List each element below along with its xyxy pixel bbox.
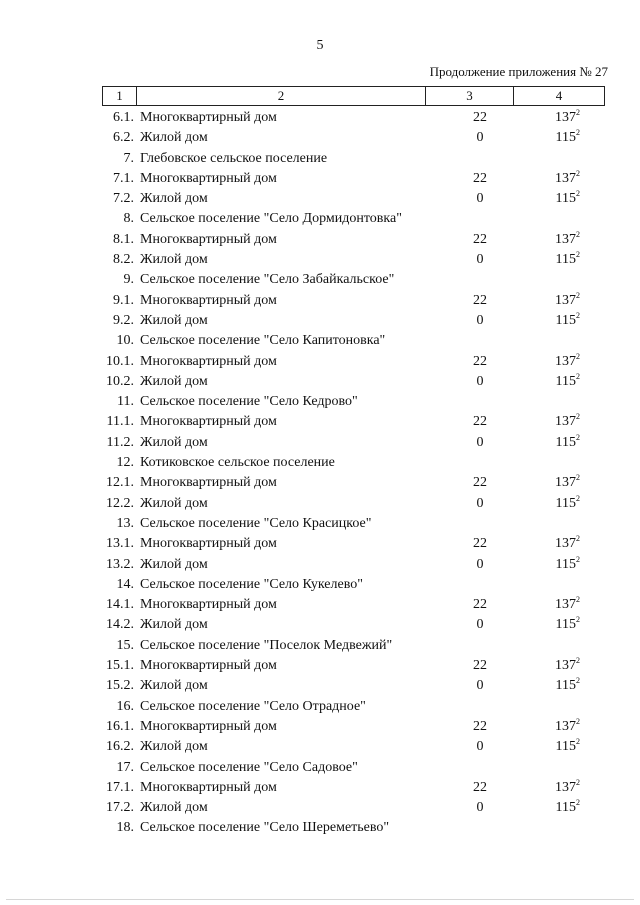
row-number: 12.2.: [106, 495, 134, 511]
row-number: 7.: [123, 150, 134, 166]
row-value-col4-superscript: 2: [576, 737, 580, 747]
row-value-col4: [520, 128, 580, 148]
row-value-col4-superscript: 2: [576, 371, 580, 381]
row-value-col4-base: 115: [555, 130, 576, 146]
row-number: 13.2.: [106, 556, 134, 572]
row-value-col4-superscript: 2: [576, 656, 580, 666]
row-value-col3: 22: [473, 597, 487, 613]
row-number: 14.1.: [106, 597, 134, 613]
table-row: [0, 189, 640, 209]
row-number: 15.1.: [106, 658, 134, 674]
row-value-col4-base: 115: [555, 678, 576, 694]
row-value-col4: [520, 189, 580, 209]
row-value-col4-base: 137: [555, 170, 576, 186]
row-value-col4-base: 137: [555, 353, 576, 369]
row-value-col3: 0: [476, 495, 484, 511]
column-header-2: 2: [137, 87, 426, 106]
row-value-col4: [520, 230, 580, 250]
row-number: 10.2.: [106, 373, 134, 389]
row-value-col4-base: 137: [555, 414, 576, 430]
row-value-col4-superscript: 2: [576, 676, 580, 686]
row-value-col4: [520, 798, 580, 818]
table-row: [0, 697, 640, 717]
row-value-col4-superscript: 2: [576, 534, 580, 544]
row-name: Многоквартирный дом: [140, 475, 277, 491]
table-row: [0, 717, 640, 737]
row-value-col4-superscript: 2: [576, 229, 580, 239]
row-name: Глебовское сельское поселение: [140, 150, 328, 166]
row-value-col4-base: 137: [555, 475, 576, 491]
row-name: Многоквартирный дом: [140, 718, 277, 734]
row-value-col3: 22: [473, 658, 487, 674]
row-value-col4-superscript: 2: [576, 128, 580, 138]
row-number: 18.: [116, 820, 134, 836]
row-name: Многоквартирный дом: [140, 536, 277, 552]
row-number: 11.2.: [106, 434, 134, 450]
row-value-col4-base: 115: [555, 495, 576, 511]
row-name: Жилой дом: [140, 739, 208, 755]
row-value-col4: [520, 250, 580, 270]
row-value-col4-superscript: 2: [576, 595, 580, 605]
row-value-col4-superscript: 2: [576, 798, 580, 808]
row-value-col3: 0: [476, 800, 484, 816]
row-name: Сельское поселение "Село Кедрово": [140, 394, 358, 410]
row-value-col3: 0: [476, 678, 484, 694]
row-value-col4: [520, 311, 580, 331]
row-value-col4: [520, 473, 580, 493]
row-value-col4-base: 115: [555, 739, 576, 755]
row-number: 12.1.: [106, 475, 134, 491]
row-number: 16.1.: [106, 718, 134, 734]
row-value-col4-superscript: 2: [576, 250, 580, 260]
table-row: [0, 778, 640, 798]
row-value-col3: 22: [473, 536, 487, 552]
table-row: [0, 270, 640, 290]
row-number: 9.1.: [113, 292, 134, 308]
row-value-col3: 22: [473, 110, 487, 125]
row-number: 9.: [123, 272, 134, 288]
row-name: Многоквартирный дом: [140, 414, 277, 430]
row-value-col3: 22: [473, 292, 487, 308]
row-value-col4-base: 137: [555, 536, 576, 552]
row-number: 12.: [116, 455, 134, 471]
row-value-col4: [520, 108, 580, 128]
page-bottom-rule: [6, 899, 634, 900]
row-value-col4-base: 115: [555, 556, 576, 572]
row-name: Жилой дом: [140, 800, 208, 816]
row-name: Жилой дом: [140, 312, 208, 328]
column-header-row: [103, 87, 605, 106]
row-name: Сельское поселение "Село Капитоновка": [140, 333, 386, 349]
row-value-col3: 22: [473, 779, 487, 795]
row-name: Жилой дом: [140, 130, 208, 146]
table-row: [0, 453, 640, 473]
row-name: Сельское поселение "Село Отрадное": [140, 698, 366, 714]
table-row: [0, 818, 640, 838]
column-header-1: 1: [103, 87, 137, 106]
table-row: [0, 352, 640, 372]
row-value-col3: 22: [473, 414, 487, 430]
row-name: Жилой дом: [140, 556, 208, 572]
row-value-col4: [520, 169, 580, 189]
row-name: Многоквартирный дом: [140, 292, 277, 308]
table-row: [0, 169, 640, 189]
row-number: 10.1.: [106, 353, 134, 369]
row-value-col4-base: 115: [555, 312, 576, 328]
row-name: Жилой дом: [140, 373, 208, 389]
continuation-label: Продолжение приложения № 27: [429, 64, 608, 79]
row-value-col3: 0: [476, 373, 484, 389]
table-row: [0, 758, 640, 778]
row-value-col3: 22: [473, 718, 487, 734]
row-number: 16.: [116, 698, 134, 714]
row-value-col4-base: 115: [555, 434, 576, 450]
row-value-col4: [520, 717, 580, 737]
table-row: [0, 392, 640, 412]
table-row: [0, 250, 640, 270]
row-value-col4-superscript: 2: [576, 716, 580, 726]
row-number: 14.2.: [106, 617, 134, 633]
table-row: [0, 615, 640, 635]
row-number: 8.1.: [113, 231, 134, 247]
row-name: Многоквартирный дом: [140, 170, 277, 186]
row-number: 6.1.: [113, 110, 134, 125]
table-row: [0, 311, 640, 331]
table-row: [0, 433, 640, 453]
row-name: Жилой дом: [140, 678, 208, 694]
row-number: 7.2.: [113, 191, 134, 207]
row-value-col3: 0: [476, 556, 484, 572]
row-name: Котиковское сельское поселение: [140, 455, 335, 471]
row-value-col4-base: 137: [555, 718, 576, 734]
row-number: 9.2.: [113, 312, 134, 328]
row-number: 8.2.: [113, 252, 134, 268]
row-value-col4: [520, 534, 580, 554]
row-value-col4-superscript: 2: [576, 351, 580, 361]
row-value-col3: 22: [473, 353, 487, 369]
table-row: [0, 636, 640, 656]
row-value-col3: 0: [476, 252, 484, 268]
row-number: 13.1.: [106, 536, 134, 552]
row-number: 10.: [116, 333, 134, 349]
row-value-col4: [520, 291, 580, 311]
row-value-col3: 0: [476, 130, 484, 146]
row-name: Сельское поселение "Село Кукелево": [140, 576, 363, 592]
row-value-col3: 0: [476, 739, 484, 755]
table-row: [0, 230, 640, 250]
row-value-col4: [520, 412, 580, 432]
row-name: Многоквартирный дом: [140, 353, 277, 369]
table-row: [0, 798, 640, 818]
row-value-col4-superscript: 2: [576, 554, 580, 564]
row-value-col4-superscript: 2: [576, 493, 580, 503]
table-row: [0, 656, 640, 676]
row-value-col4-base: 137: [555, 292, 576, 308]
row-value-col4-base: 115: [555, 252, 576, 268]
row-name: Многоквартирный дом: [140, 779, 277, 795]
row-number: 14.: [116, 576, 134, 592]
row-number: 7.1.: [113, 170, 134, 186]
row-value-col3: 0: [476, 434, 484, 450]
row-value-col4: [520, 615, 580, 635]
row-number: 16.2.: [106, 739, 134, 755]
row-name: Сельское поселение "Поселок Медвежий": [140, 637, 393, 653]
row-value-col3: 0: [476, 312, 484, 328]
row-value-col4-base: 137: [555, 597, 576, 613]
table-row: [0, 595, 640, 615]
row-value-col4-base: 115: [555, 191, 576, 207]
row-name: Жилой дом: [140, 495, 208, 511]
row-value-col4: [520, 372, 580, 392]
row-value-col4: [520, 737, 580, 757]
table-row: [0, 149, 640, 169]
row-value-col4-superscript: 2: [576, 432, 580, 442]
row-name: Жилой дом: [140, 191, 208, 207]
row-value-col4-superscript: 2: [576, 310, 580, 320]
row-value-col4-superscript: 2: [576, 412, 580, 422]
row-value-col3: 22: [473, 170, 487, 186]
row-number: 13.: [116, 515, 134, 531]
row-value-col4-superscript: 2: [576, 290, 580, 300]
row-value-col4: [520, 352, 580, 372]
table-row: [0, 534, 640, 554]
row-value-col4-base: 115: [555, 373, 576, 389]
row-name: Сельское поселение "Село Забайкальское": [140, 272, 395, 288]
row-value-col4-superscript: 2: [576, 189, 580, 199]
row-value-col4: [520, 595, 580, 615]
row-name: Жилой дом: [140, 252, 208, 268]
row-value-col4: [520, 494, 580, 514]
row-number: 15.: [116, 637, 134, 653]
row-number: 6.2.: [113, 130, 134, 146]
row-number: 17.: [116, 759, 134, 775]
row-number: 17.1.: [106, 779, 134, 795]
table-row: [0, 555, 640, 575]
row-value-col3: 22: [473, 475, 487, 491]
table-row: [0, 331, 640, 351]
column-header-3: 3: [426, 87, 514, 106]
row-value-col4: [520, 433, 580, 453]
row-number: 8.: [123, 211, 134, 227]
row-value-col4-superscript: 2: [576, 473, 580, 483]
row-value-col4-base: 115: [555, 617, 576, 633]
table-row: [0, 473, 640, 493]
row-value-col4: [520, 676, 580, 696]
row-name: Сельское поселение "Село Садовое": [140, 759, 358, 775]
row-value-col4-superscript: 2: [576, 615, 580, 625]
row-name: Многоквартирный дом: [140, 231, 277, 247]
row-number: 11.1.: [106, 414, 134, 430]
row-value-col4: [520, 778, 580, 798]
row-value-col4-base: 137: [555, 110, 576, 125]
table-row: [0, 494, 640, 514]
row-value-col4-base: 137: [555, 658, 576, 674]
table-row: [0, 575, 640, 595]
row-name: Жилой дом: [140, 617, 208, 633]
row-number: 17.2.: [106, 800, 134, 816]
row-value-col3: 0: [476, 617, 484, 633]
table-row: [0, 514, 640, 534]
table-row: [0, 676, 640, 696]
table-row: [0, 372, 640, 392]
row-name: Сельское поселение "Село Дормидонтовка": [140, 211, 402, 227]
page-number: 5: [316, 38, 324, 53]
row-value-col4-superscript: 2: [576, 108, 580, 117]
table-row: [0, 128, 640, 148]
row-value-col4: [520, 656, 580, 676]
row-value-col3: 0: [476, 191, 484, 207]
row-value-col4-base: 137: [555, 231, 576, 247]
table-body: [0, 108, 640, 839]
row-name: Многоквартирный дом: [140, 597, 277, 613]
row-value-col4-superscript: 2: [576, 168, 580, 178]
table-row: [0, 209, 640, 229]
row-name: Многоквартирный дом: [140, 110, 277, 125]
table-row: [0, 412, 640, 432]
row-value-col4: [520, 555, 580, 575]
row-value-col4-superscript: 2: [576, 777, 580, 787]
table-row: [0, 291, 640, 311]
row-number: 15.2.: [106, 678, 134, 694]
column-header-table: [102, 86, 605, 106]
row-name: Сельское поселение "Село Красицкое": [140, 515, 372, 531]
table-row: [0, 737, 640, 757]
row-value-col4-base: 115: [555, 800, 576, 816]
row-name: Жилой дом: [140, 434, 208, 450]
row-name: Многоквартирный дом: [140, 658, 277, 674]
row-number: 11.: [117, 394, 134, 410]
table-row: [0, 108, 640, 128]
row-value-col4-base: 137: [555, 779, 576, 795]
row-name: Сельское поселение "Село Шереметьево": [140, 820, 390, 836]
column-header-4: 4: [514, 87, 605, 106]
row-value-col3: 22: [473, 231, 487, 247]
